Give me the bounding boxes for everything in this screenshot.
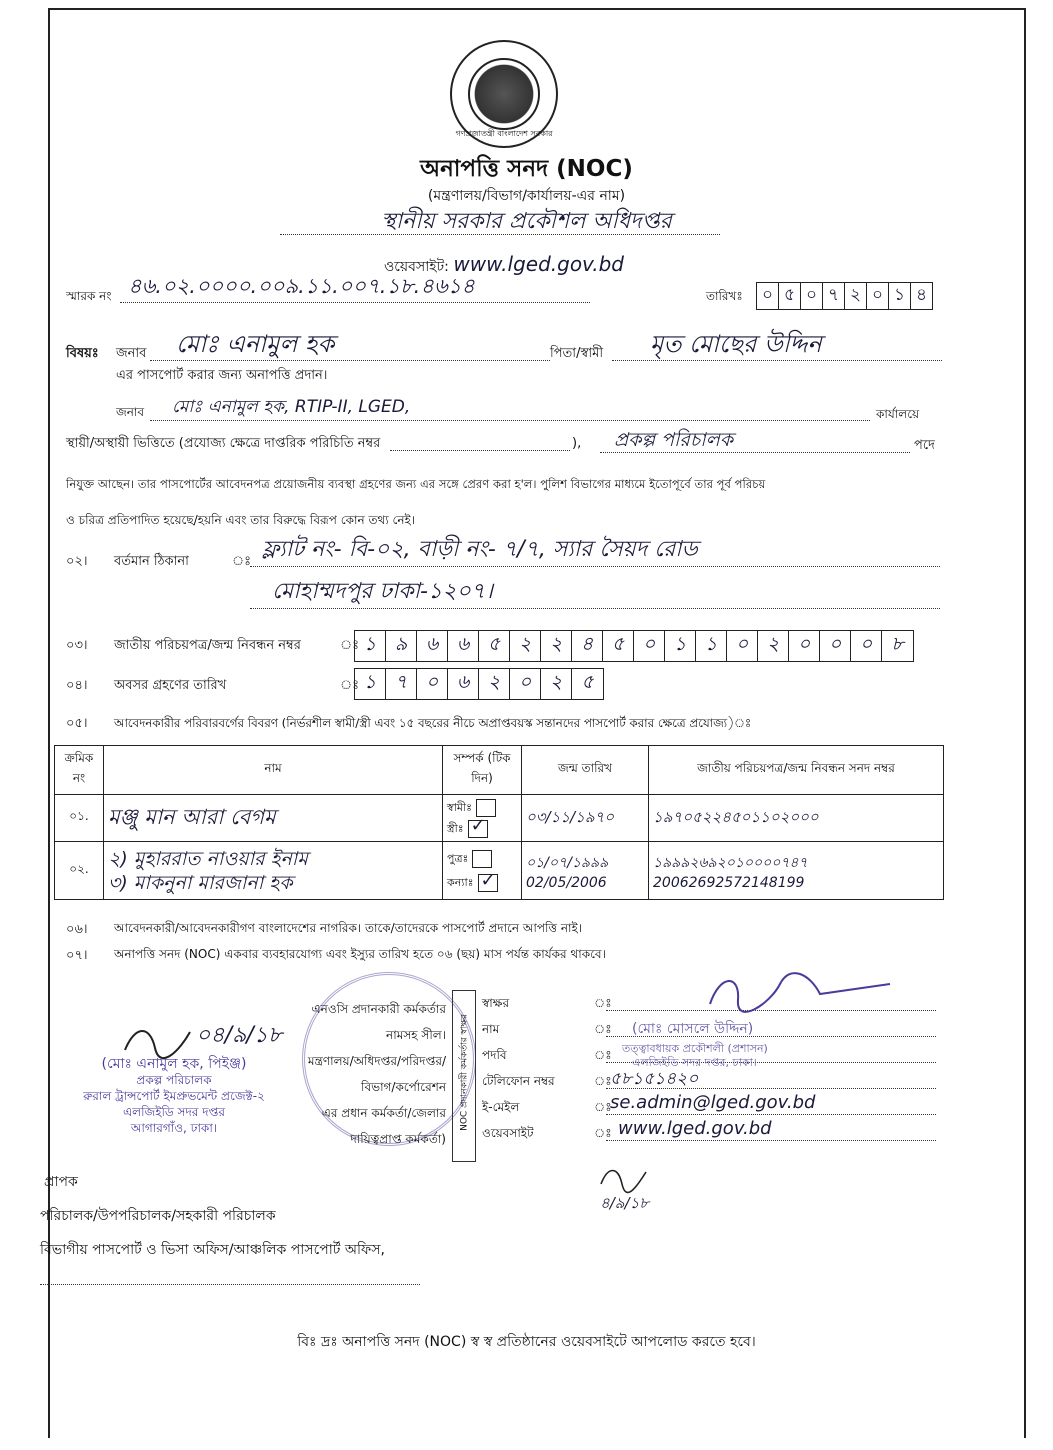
para1-post-suffix: পদে xyxy=(914,438,935,453)
signature-left-lines xyxy=(300,996,446,1152)
item3-colon: ঃ xyxy=(340,638,360,653)
page-title: অনাপত্তি সনদ (NOC) xyxy=(420,156,633,182)
nid-digit-box: ৫ xyxy=(603,631,634,661)
sig-field-colon: ঃ xyxy=(594,1126,612,1140)
subject-mr-label: জনাব xyxy=(116,346,147,361)
officer-telephone: ৫৮১৫১৪২০ xyxy=(610,1069,699,1089)
retire-digit-box: ৬ xyxy=(448,669,479,699)
nid-digit-boxes xyxy=(354,630,914,662)
father-name: মৃত মোছের উদ্দিন xyxy=(650,330,822,358)
item3-num: ০৩। xyxy=(66,638,88,653)
para1-office-value: মোঃ এনামুল হক, RTIP-II, LGED, xyxy=(172,397,411,417)
government-seal xyxy=(450,40,558,148)
row2-rel1-label: পুত্রঃ xyxy=(447,851,469,865)
para1-line3: নিযুক্ত আছেন। তার পাসপোর্টের আবেদনপত্র প্রয়োজনীয় ব্যবস্থা গ্রহণের জন্য এর সঙ্গে প্রেরণ করা হ'ল। পুলিশ বিভাগের মাধ্যমে ইতোপূর্বে তার পূর্ব পরিচয় xyxy=(66,477,766,491)
retire-digit-box: ০ xyxy=(510,669,541,699)
officer-office: এলজিইডি সদর দপ্তর, ঢাকা। xyxy=(632,1056,757,1069)
row1-nid: ১৯৭০৫২২৪৫০১১০২০০০ xyxy=(649,795,944,842)
date-digit-box: ০ xyxy=(757,283,779,309)
applicant-stamp-name: (মোঃ এনামুল হক, পিইঞ্জ) xyxy=(101,1056,247,1072)
father-underline xyxy=(612,360,942,361)
nid-digit-box: ০ xyxy=(820,631,851,661)
row1-serial: ০১. xyxy=(55,795,104,842)
para1-mr-label: জনাব xyxy=(116,405,145,419)
website-label: ওয়েবসাইট: xyxy=(384,259,449,275)
noc-side-stamp-text: NOC প্রদানকারী কর্মকর্তার স্বাক্ষর xyxy=(459,1014,470,1131)
item4-colon: ঃ xyxy=(340,678,360,693)
memo-label: স্মারক নং xyxy=(66,289,112,303)
th-dob: জন্ম তারিখ xyxy=(522,746,649,795)
row2-dob: ০১/০৭/১৯৯৯ 02/05/2006 xyxy=(522,842,649,900)
nid-digit-box: ১ xyxy=(696,631,727,661)
nid-digit-box: ৯ xyxy=(386,631,417,661)
retire-digit-box: ১ xyxy=(355,669,386,699)
sig-left-line4: বিভাগ/কর্পোরেশন xyxy=(361,1080,446,1094)
row2-rel1-checkbox xyxy=(472,850,492,868)
para1-post-underline xyxy=(600,452,910,453)
date-digit-box: ১ xyxy=(889,283,911,309)
nid-digit-box: ০ xyxy=(634,631,665,661)
th-nid: জাতীয় পরিচয়পত্র/জন্ম নিবন্ধন সনদ নম্বর xyxy=(649,746,944,795)
nid-digit-box: ২ xyxy=(510,631,541,661)
nid-digit-box: ২ xyxy=(541,631,572,661)
para1-office-underline xyxy=(150,420,870,421)
item2-colon: ঃ xyxy=(232,554,252,569)
sig-left-line5: এর প্রধান কর্মকর্তা/জেলার xyxy=(321,1106,446,1120)
sig-field-label: নাম xyxy=(482,1022,500,1036)
para1-line2-prefix: স্থায়ী/অস্থায়ী ভিত্তিতে (প্রযোজ্য ক্ষেত্রে দাপ্তরিক পরিচিতি নম্বর xyxy=(66,436,381,451)
applicant-stamp-place: আগারগাঁও, ঢাকা। xyxy=(130,1121,218,1135)
item5-label: আবেদনকারীর পরিবারবর্গের বিবরণ (নির্ভরশীল স্বামী/স্ত্রী এবং ১৫ বছরের নীচে অপ্রাপ্তবয়স্ক সন্তানদের পাসপোর্ট করার ক্ষেত্রে প্রযোজ্য)ঃ xyxy=(114,716,752,730)
th-serial: ক্রমিক নং xyxy=(55,746,104,795)
sig-left-line6: দায়িত্বপ্রাপ্ত কর্মকর্তা) xyxy=(350,1132,446,1146)
row1-dob: ০৩/১১/১৯৭০ xyxy=(522,795,649,842)
para1-id-underline xyxy=(390,450,570,451)
item7-num: ০৭। xyxy=(66,948,88,963)
th-name: নাম xyxy=(104,746,443,795)
retirement-digit-boxes xyxy=(354,668,604,700)
item4-num: ০৪। xyxy=(66,678,88,693)
nid-digit-box: ০ xyxy=(727,631,758,661)
subject-label: বিষয়ঃ xyxy=(66,346,99,361)
sig-field-label: ই-মেইল xyxy=(482,1100,520,1114)
row2-name2: ৩) মাকনুনা মারজানা হক xyxy=(108,871,293,894)
item6-text: আবেদনকারী/আবেদনকারীগণ বাংলাদেশের নাগরিক। তাকে/তাদেরকে পাসপোর্ট প্রদানে আপত্তি নাই। xyxy=(114,921,583,935)
applicant-underline xyxy=(150,360,550,361)
item7-text: অনাপত্তি সনদ (NOC) একবার ব্যবহারযোগ্য এবং ইস্যুর তারিখ হতে ০৬ (ছয়) মাস পর্যন্ত কার্যকর থাকবে। xyxy=(114,947,606,961)
date-boxes xyxy=(756,282,933,310)
noc-side-stamp xyxy=(452,990,476,1162)
row2-rel2-label: কন্যাঃ xyxy=(447,875,474,889)
date-digit-box: ০ xyxy=(867,283,889,309)
recipient-line1: পরিচালক/উপপরিচালক/সহকারী পরিচালক xyxy=(40,1208,276,1224)
footer-note: বিঃ দ্রঃ অনাপত্তি সনদ (NOC) স্ব স্ব প্রতিষ্ঠানের ওয়েবসাইটে আপলোড করতে হবে। xyxy=(297,1334,756,1350)
retire-digit-box: ০ xyxy=(417,669,448,699)
office-name: স্থানীয় সরকার প্রকৌশল অধিদপ্তর xyxy=(381,209,672,234)
subject-line2: এর পাসপোর্ট করার জন্য অনাপত্তি প্রদান। xyxy=(116,368,328,383)
para1-post-value: প্রকল্প পরিচালক xyxy=(614,429,734,451)
applicant-name: মোঃ এনামুল হক xyxy=(176,330,335,358)
applicant-stamp-office: এলজিইডি সদর দপ্তর xyxy=(123,1105,225,1119)
address-underline2 xyxy=(250,608,940,609)
row1-rel1-label: স্বামীঃ xyxy=(447,801,473,814)
sig-field-label: পদবি xyxy=(482,1048,507,1062)
retire-digit-box: ৭ xyxy=(386,669,417,699)
sig-left-line2: নামসহ সীল। xyxy=(386,1028,446,1042)
sig-field-label: টেলিফোন নম্বর xyxy=(482,1074,555,1088)
memo-value: ৪৬.০২.০০০০.০০৯.১১.০০৭.১৮.৪৬১৪ xyxy=(128,274,475,298)
officer-name: (মোঃ মোসলে উদ্দিন) xyxy=(632,1021,754,1037)
officer-website: www.lged.gov.bd xyxy=(618,1118,772,1139)
item5-num: ০৫। xyxy=(66,716,88,731)
sig-field-colon: ঃ xyxy=(594,996,612,1010)
sig-field-label: স্বাক্ষর xyxy=(482,996,510,1010)
row2-names xyxy=(104,842,443,900)
para1-line2-mid: ), xyxy=(572,436,582,451)
row2-rel2-checkbox xyxy=(478,874,498,892)
item2-num: ০২। xyxy=(66,554,88,569)
recipient-label: প্রাপক xyxy=(44,1174,78,1190)
sig-field-designation xyxy=(482,1042,952,1068)
sig-field-colon: ঃ xyxy=(594,1100,612,1114)
officer-email: se.admin@lged.gov.bd xyxy=(610,1092,816,1113)
sig-left-line1: এনওসি প্রদানকারী কর্মকর্তার xyxy=(311,1002,446,1016)
nid-digit-box: ৫ xyxy=(479,631,510,661)
row2-serial: ০২. xyxy=(55,842,104,900)
item6-num: ০৬। xyxy=(66,922,88,937)
sig-field-website xyxy=(482,1120,952,1146)
applicant-stamp xyxy=(54,1056,294,1136)
nid-digit-box: ১ xyxy=(355,631,386,661)
item2-label: বর্তমান ঠিকানা xyxy=(114,554,189,569)
nid-digit-box: ১ xyxy=(665,631,696,661)
family-table-header xyxy=(55,746,944,795)
row1-relations xyxy=(443,795,522,842)
officer-designation: তত্ত্বাবধায়ক প্রকৌশলী (প্রশাসন) xyxy=(622,1042,768,1055)
applicant-sig-date: ০৪/৯/১৮ xyxy=(196,1023,283,1048)
th-relation: সম্পর্ক (টিক দিন) xyxy=(443,746,522,795)
row1-rel2-label: স্ত্রীঃ xyxy=(447,822,464,835)
address-underline1 xyxy=(250,566,940,567)
nid-digit-box: ০ xyxy=(851,631,882,661)
website-value: www.lged.gov.bd xyxy=(453,252,625,276)
retire-digit-box: ৫ xyxy=(581,671,594,693)
sig-field-label: ওয়েবসাইট xyxy=(482,1126,534,1140)
sig-field-colon: ঃ xyxy=(594,1074,612,1088)
memo-underline xyxy=(120,302,590,303)
initials-date: ৪/৯/১৮ xyxy=(600,1194,650,1212)
address-line2: মোহাম্মদপুর ঢাকা-১২০৭। xyxy=(272,579,493,604)
seal-text: গণপ্রজাতন্ত্রী বাংলাদেশ সরকার xyxy=(455,129,553,138)
nid-digit-box: ৮ xyxy=(891,633,904,655)
date-digit-box: ৪ xyxy=(915,285,928,305)
nid-digit-box: ০ xyxy=(789,631,820,661)
father-label: পিতা/স্বামী xyxy=(550,346,604,361)
nid-digit-box: ২ xyxy=(758,631,789,661)
item4-label: অবসর গ্রহণের তারিখ xyxy=(114,678,227,693)
row1-rel2-checkbox xyxy=(468,820,488,838)
sig-field-colon: ঃ xyxy=(594,1048,612,1062)
date-digit-box: ০ xyxy=(801,283,823,309)
applicant-stamp-project: রুরাল ট্রান্সপোর্ট ইমপ্রুভমেন্ট প্রজেক্ট-২ xyxy=(83,1089,265,1103)
date-digit-box: ৭ xyxy=(823,283,845,309)
row2-name1: ২) মুহাররাত নাওয়ার ইনাম xyxy=(108,847,308,870)
applicant-stamp-title: প্রকল্প পরিচালক xyxy=(136,1073,212,1087)
row2-relations xyxy=(443,842,522,900)
page-subtitle: (মন্ত্রণালয়/বিভাগ/কার্যালয়-এর নাম) xyxy=(427,188,626,204)
para1-office-suffix: কার্যালয়ে xyxy=(876,407,920,421)
nid-digit-box: ৪ xyxy=(572,631,603,661)
family-table xyxy=(54,745,944,900)
sig-field-colon: ঃ xyxy=(594,1022,612,1036)
recipient-line2: বিভাগীয় পাসপোর্ট ও ভিসা অফিস/আঞ্চলিক পাসপোর্ট অফিস, xyxy=(40,1242,385,1258)
officer-signature xyxy=(700,964,900,1020)
date-label: তারিখঃ xyxy=(706,289,743,303)
recipient-underline xyxy=(40,1284,420,1285)
row1-name: মঞ্জু মান আরা বেগম xyxy=(104,795,443,842)
retire-digit-box: ২ xyxy=(541,669,572,699)
date-digit-box: ৫ xyxy=(779,283,801,309)
row2-nid: ১৯৯৯২৬৯২০১০০০০৭৪৭ 20062692572148199 xyxy=(649,842,944,900)
address-line1: ফ্ল্যাট নং- বি-০২, বাড়ী নং- ৭/৭, স্যার সৈয়দ রোড xyxy=(262,537,698,562)
sig-left-line3: মন্ত্রণালয়/অধিদপ্তর/পরিদপ্তর/ xyxy=(307,1054,446,1068)
table-row xyxy=(55,795,944,842)
date-digit-box: ২ xyxy=(845,283,867,309)
table-row xyxy=(55,842,944,900)
para1-line4: ও চরিত্র প্রতিপাদিত হয়েছে/হয়নি এবং তার বিরুদ্ধে বিরূপ কোন তথ্য নেই। xyxy=(66,513,416,527)
nid-digit-box: ৬ xyxy=(448,631,479,661)
office-underline xyxy=(280,234,720,235)
item3-label: জাতীয় পরিচয়পত্র/জন্ম নিবন্ধন নম্বর xyxy=(114,638,301,653)
retire-digit-box: ২ xyxy=(479,669,510,699)
nid-digit-box: ৬ xyxy=(417,631,448,661)
border-top xyxy=(48,8,1026,10)
initials-scribble xyxy=(596,1164,656,1194)
